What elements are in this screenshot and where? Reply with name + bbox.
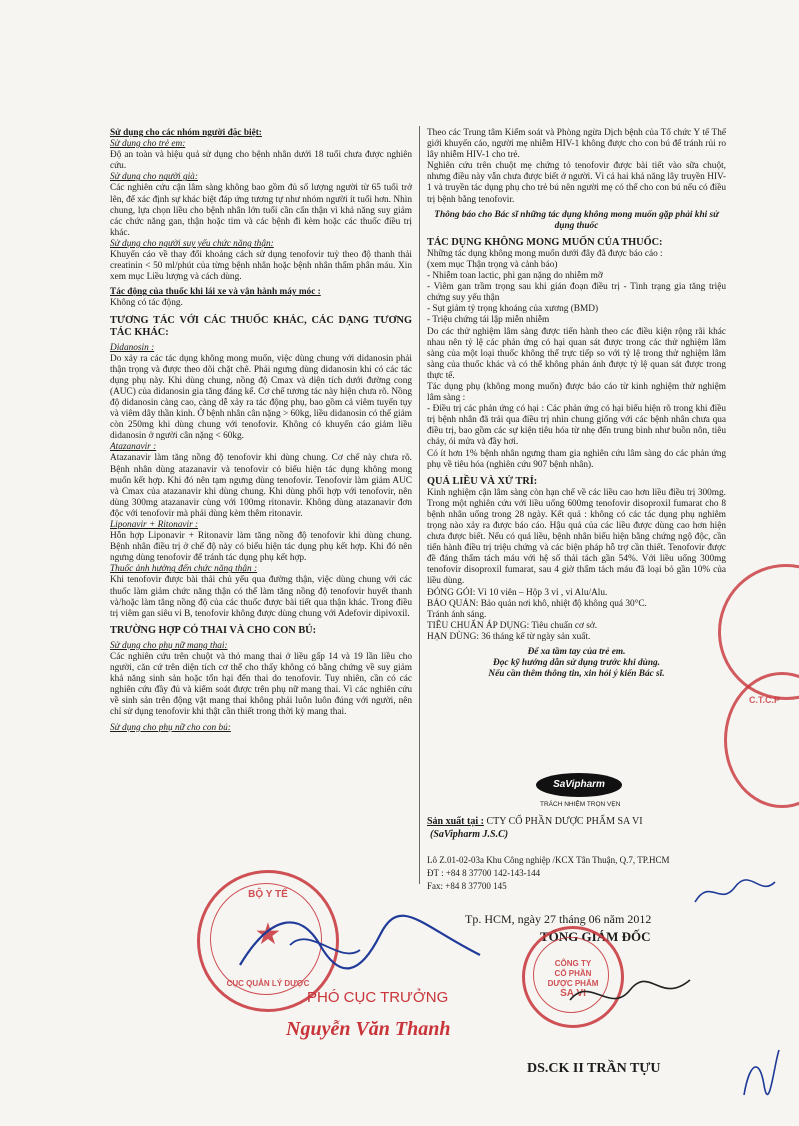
director-name: DS.CK II TRẦN TỰU: [527, 1061, 661, 1076]
right-column: [427, 128, 726, 680]
left-paragraph: Liponavir + Ritonavir :: [110, 520, 199, 530]
manufacturer-label: Sản xuất tại :: [427, 816, 484, 827]
left-paragraph: Sử dụng cho các nhóm người đặc biệt:: [110, 128, 262, 138]
left-paragraph: Không có tác động.: [110, 298, 183, 309]
edge-stamp-lower: [724, 672, 799, 808]
right-paragraph: Nghiên cứu trên chuột mẹ chứng tỏ tenofovir được bài tiết vào sữa chuột, nhưng điều này vẫn chưa được biết ở người. Vì cả hai khả năng lây truyền HIV-1 và truyền tác dụng phụ cho trẻ bú nên người mẹ có thể cho con bú nếu có điều trị bệnh bằng tenofovir.: [427, 161, 726, 205]
right-paragraph: - Triệu chứng tái lập miễn nhiễm: [427, 315, 550, 326]
left-paragraph: Sử dụng cho phụ nữ cho con bú:: [110, 722, 231, 733]
left-paragraph: Thuốc ảnh hưởng đến chức năng thận :: [110, 564, 258, 575]
right-paragraph: BẢO QUẢN: Bảo quản nơi khô, nhiệt độ không quá 30°C.: [427, 598, 647, 609]
right-paragraph: - Nhiễm toan lactic, phì gan nặng do nhiễm mỡ: [427, 271, 603, 282]
left-paragraph: Độ an toàn và hiệu quả sử dụng cho bệnh nhân dưới 18 tuổi chưa được nghiên cứu.: [110, 150, 412, 172]
edge-stamp-text: C.T.C.P: [749, 695, 781, 705]
right-paragraph: TÁC DỤNG KHÔNG MONG MUỐN CỦA THUỐC:: [427, 236, 663, 248]
right-paragraph: (xem mục Thận trọng và cảnh báo): [427, 259, 558, 270]
column-divider: [419, 126, 420, 884]
right-paragraph: HẠN DÙNG: 36 tháng kể từ ngày sản xuất.: [427, 631, 591, 642]
right-paragraph: Theo các Trung tâm Kiểm soát và Phòng ngừa Dịch bệnh của Tổ chức Y tế Thế giới khuyến cáo, người mẹ nhiễm HIV-1 không được cho con bú để tránh rủi ro lây nhiễm HIV-1 cho trẻ.: [427, 128, 726, 161]
left-paragraph: Sử dụng cho người suy yếu chức năng thận:: [110, 238, 274, 249]
left-paragraph: Các nghiên cứu trên chuột và thỏ mang thai ở liều gấp 14 và 19 lần liều cho người, căn cứ trên diện tích cơ thể cho thấy không có bằng chứng về suy giảm khả năng sinh sản hoặc tổn hại đến thai do tenofovir. Tuy nhiên, cần có các nghiên cứu đầy đủ và kiểm soát được trên phụ nữ mang thai. Vì các nghiên cứu về sinh sản trên động vật mang thai không phải luôn luôn đúng với người, nên chỉ sử dụng tenofovir khi thật cần thiết trong thời kỳ mang thai.: [110, 651, 412, 718]
stamp-ministry-top: BỘ Y TẾ: [248, 889, 288, 900]
left-paragraph: Sử dụng cho phụ nữ mang thai:: [110, 640, 228, 651]
right-paragraph: Tác dụng phụ (không mong muốn) được báo cáo từ kinh nghiệm thử nghiệm lâm sàng :: [427, 381, 726, 404]
left-paragraph: Các nghiên cứu cận lâm sàng không bao gồm đủ số lượng người từ 65 tuổi trở lên, để xác định sự khác biệt đáp ứng tương tự như nhóm người ít tuổi hơn. Nhìn chung, lựa chọn liều cho bệnh nhân lớn tuổi cần cẩn thận vì khả năng suy giảm các chức năng gan, thận hoặc tim và các bệnh đi kèm hoặc các thuốc điều trị khác.: [110, 183, 412, 238]
right-paragraph: QUÁ LIỀU VÀ XỬ TRÍ:: [427, 475, 538, 487]
savipharm-logo: [536, 773, 622, 797]
right-paragraph: - Sụt giảm tỷ trọng khoáng của xương (BMD): [427, 304, 599, 315]
stamp-company-line2: CỔ PHẦN: [554, 969, 592, 978]
stamp-company-line3: DƯỢC PHẨM: [547, 979, 599, 988]
left-paragraph: Khuyến cáo về thay đổi khoảng cách sử dụng tenofovir tuỳ theo độ thanh thải creatinin < 50 ml/phút của từng bệnh nhân hoặc bệnh nhân thẩm phân máu. Xin xem mục Liều lượng và cách dùng.: [110, 250, 412, 283]
left-paragraph: Khi tenofovir được bài thải chủ yếu qua đường thận, việc dùng chung với các thuốc làm giảm chức năng thận có thể làm tăng nồng độ tenofovir huyết thanh và/hoặc làm tăng nồng độ của các thuốc được bài tiết qua thận khác. Trong điều trị viêm gan siêu vi B, tenofovir không được dùng chung với Adefovir dipivoxil.: [110, 575, 412, 619]
right-paragraph: Nếu cần thêm thông tin, xin hỏi ý kiến Bác sĩ.: [488, 669, 665, 680]
right-paragraph: TIÊU CHUẨN ÁP DỤNG: Tiêu chuẩn cơ sở.: [427, 620, 598, 631]
manufacturer-short: (SaVipharm J.S.C): [430, 829, 509, 840]
right-paragraph: Những tác dụng không mong muốn dưới đây đã được báo cáo :: [427, 248, 663, 259]
left-paragraph: TRƯỜNG HỢP CÓ THAI VÀ CHO CON BÚ:: [110, 624, 317, 636]
logo-tagline: TRÁCH NHIỆM TRỌN VẸN: [540, 801, 621, 808]
logo-text: SaVipharm: [553, 779, 605, 790]
right-paragraph: Đọc kỹ hướng dẫn sử dụng trước khi dùng.: [493, 658, 660, 669]
right-paragraph: Để xa tầm tay của trẻ em.: [527, 647, 626, 658]
deputy-title: PHÓ CỤC TRƯỞNG: [307, 989, 449, 1006]
right-paragraph: - Viêm gan trầm trọng sau khi gián đoạn điều trị - Tình trạng gia tăng triệu chứng suy yếu thận: [427, 282, 726, 304]
left-paragraph: Do xảy ra các tác dụng không mong muốn, việc dùng chung với didanosin phải thận trọng và được theo dõi chặt chẽ. Phải ngưng dùng didanosin khi có các tác dụng phụ này. Khi dùng chung, nồng độ Cmax và diện tích dưới đường cong (AUC) của didanosin gia tăng đáng kể. Cơ chế tương tác này hiện chưa rõ. Nồng độ didanosin càng cao, càng dễ xảy ra tác động phụ, bao gồm cả viêm tuyến tụy và viêm dây thần kinh. Ở bệnh nhân cân nặng > 60kg, liều didanosin có thể giảm còn 250mg khi dùng chung với tenofovir. Không có khuyến cáo giảm liều didanosin ở người cân nặng < 60kg.: [110, 353, 412, 442]
director-title: TỔNG GIÁM ĐỐC: [540, 929, 651, 944]
director-signature: [560, 955, 700, 1025]
star-icon: ★: [254, 918, 282, 951]
left-column: [110, 128, 412, 734]
deputy-signature: [230, 905, 490, 985]
right-paragraph: Tránh ánh sáng.: [427, 609, 487, 620]
manufacturer-fax: Fax: +84 8 37700 145: [427, 881, 507, 891]
right-paragraph: Có ít hơn 1% bệnh nhân ngưng tham gia nghiên cứu lâm sàng do các phản ứng phụ về tiêu hóa (nghiên cứu 907 bệnh nhân).: [427, 448, 726, 470]
right-paragraph: Kinh nghiệm cận lâm sàng còn hạn chế về các liều cao hơn liều điều trị 300mg. Trong một nghiên cứu với liều uống 600mg tenofovir disoproxil fumarat cho 8 bệnh nhân uống trong 28 ngày. Kết quả : không có các tác dụng phụ nghiêm trọng nào xảy ra được báo cáo. Hậu quả của các liều được dùng cao hơn hiện chưa được biết. Nếu có quá liều, bệnh nhân biểu hiện bằng chứng ngộ độc, cần tiến hành điều trị triệu chứng và các biện pháp hỗ trợ cần thiết. Tenofovir được đề đáng thẩm tách máu với hệ số thải tách gần 54%. Với liều uống 300mg tenofovir disoproxil fumarat, sau 4 giờ thẩm tách máu đã loại bỏ gần 10% của liều dùng.: [427, 487, 726, 587]
right-paragraph: - Điều trị các phản ứng có hại : Các phản ứng có hại biểu hiện rõ trong khi điều trị bệnh nhân đã trải qua điều trị nhìn chung giống với các bệnh nhân chưa qua điều trị, bao gồm các sự kiện tiêu hóa từ nhẹ đến trung bình như buồn nôn, tiêu chảy, ói mửa và đầy hơi.: [427, 404, 726, 448]
left-paragraph: TƯƠNG TÁC VỚI CÁC THUỐC KHÁC, CÁC DẠNG TƯƠNG TÁC KHÁC:: [110, 314, 412, 338]
manufacturer-phone: ĐT : +84 8 37700 142-143-144: [427, 868, 541, 878]
stamp-company-line4: SA VI: [560, 988, 586, 999]
left-paragraph: Sử dụng cho trẻ em:: [110, 139, 186, 150]
left-paragraph: Tác động của thuốc khi lái xe và vận hành máy móc :: [110, 287, 321, 298]
left-paragraph: Hỗn hợp Liponavir + Ritonavir làm tăng nồng độ tenofovir khi dùng chung. Bệnh nhân điều trị ở chế độ này có biểu hiện tác dụng phụ kết hợp. Khi đó nên ngưng dùng tenofovir để tránh tác dụng phụ kết hợp.: [110, 531, 412, 564]
left-paragraph: Atazanavir :: [110, 442, 157, 453]
manufacturer-name: CTY CỔ PHẦN DƯỢC PHẨM SA VI: [486, 816, 643, 827]
manufacturer-address: Lô Z.01-02-03a Khu Công nghiệp /KCX Tân Thuận, Q.7, TP.HCM: [427, 855, 670, 865]
left-paragraph: Didanosin :: [110, 342, 155, 353]
stamp-company-line1: CÔNG TY: [554, 959, 592, 968]
deputy-name: Nguyễn Văn Thanh: [286, 1018, 451, 1040]
left-paragraph: Sử dụng cho người già:: [110, 172, 198, 183]
stamp-ministry-bottom: CỤC QUẢN LÝ DƯỢC: [226, 979, 310, 988]
date-line: Tp. HCM, ngày 27 tháng 06 năm 2012: [465, 912, 652, 926]
right-paragraph: Do các thử nghiệm lâm sàng được tiến hành theo các điều kiện rộng rãi khác nhau nên tỷ lệ các phản ứng có hại quan sát được trong các thử nghiệm lâm sàng của một loại thuốc không thể trực tiếp so với tỷ lệ trong thử nghiệm lâm sàng của thuốc khác và có thể không phản ánh được tỷ lệ quan sát được trong thực tế.: [427, 326, 726, 381]
left-paragraph: Atazanavir làm tăng nồng độ tenofovir khi dùng chung. Cơ chế này chưa rõ. Bệnh nhân dùng atazanavir và tenofovir có biểu hiện tác dụng không mong muốn kết hợp. Khi đó nên tạm ngưng dùng tenofovir. Tenofovir làm giảm AUC và Cmax của atazanavir khi dùng chung. Khi dùng phối hợp với tenofovir, nên dùng 300mg atazanavir cùng với 100mg ritonavir. Không dùng atazanavir đơn độc với tenofovir mà phải dùng kèm thêm ritonavir.: [110, 453, 412, 519]
bottom-right-signature: [734, 1045, 784, 1105]
top-right-signature: [690, 872, 780, 912]
right-paragraph: ĐÓNG GÓI: Vỉ 10 viên – Hộp 3 vỉ , vỉ Alu/Alu.: [427, 587, 608, 598]
right-paragraph: Thông báo cho Bác sĩ những tác dụng không mong muốn gặp phải khi sử dụng thuốc: [434, 209, 719, 231]
